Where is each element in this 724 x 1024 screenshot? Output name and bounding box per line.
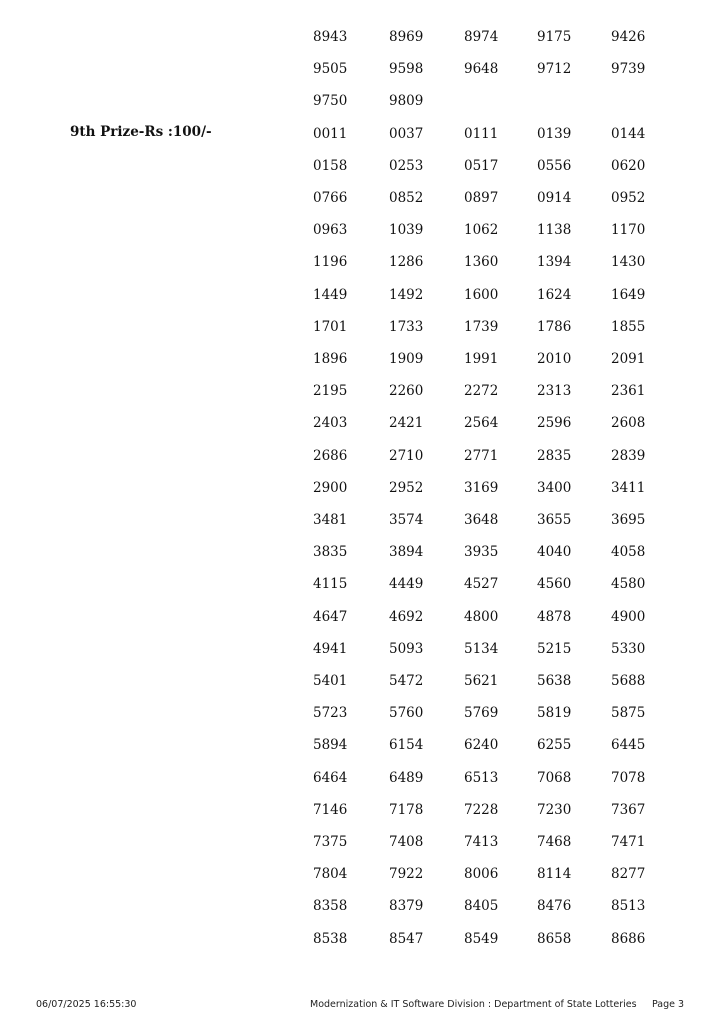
ticket-number: 9505 bbox=[313, 61, 348, 78]
ticket-number: 4058 bbox=[611, 544, 646, 561]
ticket-number: 3695 bbox=[611, 512, 646, 528]
ticket-number: 0963 bbox=[313, 222, 348, 239]
ticket-number: 9739 bbox=[611, 61, 646, 78]
ticket-number: 7922 bbox=[389, 866, 424, 883]
ticket-number: 0556 bbox=[537, 157, 572, 174]
ticket-number: 1394 bbox=[537, 254, 572, 271]
ticket-number: 5769 bbox=[464, 705, 499, 722]
ticket-number: 2260 bbox=[389, 383, 424, 400]
ticket-number: 6513 bbox=[464, 769, 499, 786]
ticket-number: 2272 bbox=[464, 383, 499, 400]
ticket-number: 4692 bbox=[389, 608, 424, 625]
ticket-number: 1170 bbox=[611, 222, 646, 239]
ticket-number: 4900 bbox=[611, 608, 646, 625]
ticket-number: 5401 bbox=[313, 673, 348, 689]
ticket-number: 8969 bbox=[389, 29, 424, 45]
ticket-number: 3835 bbox=[313, 544, 348, 561]
ticket-number: 2839 bbox=[611, 447, 646, 464]
ticket-number: 8538 bbox=[313, 930, 348, 947]
ticket-number: 4800 bbox=[464, 608, 499, 625]
ticket-number: 1492 bbox=[389, 286, 424, 303]
ticket-number: 0139 bbox=[537, 125, 572, 142]
ticket-number: 0011 bbox=[313, 125, 348, 142]
ticket-number: 2195 bbox=[313, 383, 348, 400]
ticket-number: 6154 bbox=[389, 737, 424, 754]
ticket-number: 2686 bbox=[313, 447, 348, 464]
ticket-number: 8943 bbox=[313, 29, 348, 45]
ticket-number: 2403 bbox=[313, 415, 348, 432]
ticket-number: 5215 bbox=[537, 640, 572, 657]
ticket-number: 2564 bbox=[464, 415, 499, 432]
ticket-number: 1649 bbox=[611, 286, 646, 303]
ticket-number: 1138 bbox=[537, 222, 572, 239]
ticket-number: 2952 bbox=[389, 479, 424, 496]
ticket-number: 0253 bbox=[389, 157, 424, 174]
ticket-number: 3648 bbox=[464, 512, 499, 528]
ticket-number: 6255 bbox=[537, 737, 572, 754]
ticket-number: 2361 bbox=[611, 383, 646, 400]
footer-division: Modernization & IT Software Division : Department of State Lotteries bbox=[310, 999, 637, 1010]
ticket-number: 8974 bbox=[464, 29, 499, 45]
ticket-number: 1449 bbox=[313, 286, 348, 303]
ticket-number: 1062 bbox=[464, 222, 499, 239]
ticket-number: 5819 bbox=[537, 705, 572, 722]
ticket-number: 9175 bbox=[537, 29, 572, 45]
ticket-number: 1991 bbox=[464, 351, 499, 367]
prize-label: 9th Prize-Rs :100/- bbox=[70, 124, 212, 140]
ticket-number: 5638 bbox=[537, 673, 572, 689]
footer-page-number: Page 3 bbox=[652, 999, 685, 1010]
ticket-number: 1196 bbox=[313, 254, 348, 271]
ticket-number: 2596 bbox=[537, 415, 572, 432]
ticket-number: 8658 bbox=[537, 930, 572, 947]
ticket-number: 0952 bbox=[611, 190, 646, 206]
ticket-number: 7146 bbox=[313, 801, 348, 818]
ticket-number: 7367 bbox=[611, 801, 646, 818]
ticket-number: 0914 bbox=[537, 190, 572, 206]
ticket-number: 0620 bbox=[611, 157, 646, 174]
ticket-number: 8547 bbox=[389, 930, 424, 947]
ticket-number: 9712 bbox=[537, 61, 572, 78]
ticket-number: 1733 bbox=[389, 318, 424, 335]
ticket-number: 1039 bbox=[389, 222, 424, 239]
ticket-number: 1286 bbox=[389, 254, 424, 271]
ticket-number: 2091 bbox=[611, 351, 646, 367]
ticket-number: 8358 bbox=[313, 898, 348, 915]
ticket-number: 8277 bbox=[611, 866, 646, 883]
ticket-number: 1896 bbox=[313, 351, 348, 367]
ticket-number: 1786 bbox=[537, 318, 572, 335]
ticket-number: 5621 bbox=[464, 673, 499, 689]
ticket-number: 2900 bbox=[313, 479, 348, 496]
ticket-number: 3574 bbox=[389, 512, 424, 528]
ticket-number: 9750 bbox=[313, 93, 348, 110]
ticket-number: 8006 bbox=[464, 866, 499, 883]
ticket-number: 8513 bbox=[611, 898, 646, 915]
ticket-number: 5472 bbox=[389, 673, 424, 689]
ticket-number: 1360 bbox=[464, 254, 499, 271]
ticket-number: 4560 bbox=[537, 576, 572, 593]
ticket-number: 4115 bbox=[313, 576, 348, 593]
ticket-number: 4878 bbox=[537, 608, 572, 625]
ticket-number: 1624 bbox=[537, 286, 572, 303]
ticket-number: 5093 bbox=[389, 640, 424, 657]
ticket-number: 6464 bbox=[313, 769, 348, 786]
ticket-number: 5760 bbox=[389, 705, 424, 722]
ticket-number: 2771 bbox=[464, 447, 499, 464]
ticket-number: 1909 bbox=[389, 351, 424, 367]
ticket-number: 7375 bbox=[313, 834, 348, 850]
ticket-number: 5688 bbox=[611, 673, 646, 689]
ticket-number: 0897 bbox=[464, 190, 499, 206]
ticket-number: 5894 bbox=[313, 737, 348, 754]
ticket-number: 0037 bbox=[389, 125, 424, 142]
ticket-number: 3894 bbox=[389, 544, 424, 561]
ticket-number: 4941 bbox=[313, 640, 348, 657]
ticket-number: 7413 bbox=[464, 834, 499, 850]
ticket-number: 8476 bbox=[537, 898, 572, 915]
ticket-number: 8549 bbox=[464, 930, 499, 947]
ticket-number: 9809 bbox=[389, 93, 424, 110]
ticket-number: 5134 bbox=[464, 640, 499, 657]
ticket-number: 1701 bbox=[313, 318, 348, 335]
ticket-number: 1855 bbox=[611, 318, 646, 335]
ticket-number: 8405 bbox=[464, 898, 499, 915]
ticket-number: 2835 bbox=[537, 447, 572, 464]
ticket-number: 9648 bbox=[464, 61, 499, 78]
ticket-number: 7228 bbox=[464, 801, 499, 818]
ticket-number: 0158 bbox=[313, 157, 348, 174]
ticket-number: 2010 bbox=[537, 351, 572, 367]
footer-timestamp: 06/07/2025 16:55:30 bbox=[36, 999, 137, 1010]
ticket-number: 2421 bbox=[389, 415, 424, 432]
ticket-number: 1600 bbox=[464, 286, 499, 303]
ticket-number: 4580 bbox=[611, 576, 646, 593]
ticket-number: 3169 bbox=[464, 479, 499, 496]
ticket-number: 3411 bbox=[611, 479, 646, 496]
ticket-number: 7078 bbox=[611, 769, 646, 786]
ticket-number: 7178 bbox=[389, 801, 424, 818]
ticket-number: 0111 bbox=[464, 125, 499, 142]
ticket-number: 6489 bbox=[389, 769, 424, 786]
ticket-number: 4647 bbox=[313, 608, 348, 625]
ticket-number: 9598 bbox=[389, 61, 424, 78]
ticket-number: 6240 bbox=[464, 737, 499, 754]
ticket-number: 8379 bbox=[389, 898, 424, 915]
ticket-number: 5723 bbox=[313, 705, 348, 722]
ticket-number: 1430 bbox=[611, 254, 646, 271]
ticket-number: 4040 bbox=[537, 544, 572, 561]
ticket-number: 7471 bbox=[611, 834, 646, 850]
ticket-number: 2608 bbox=[611, 415, 646, 432]
ticket-number: 4527 bbox=[464, 576, 499, 593]
ticket-number: 8686 bbox=[611, 930, 646, 947]
ticket-number: 3935 bbox=[464, 544, 499, 561]
ticket-number: 3481 bbox=[313, 512, 348, 528]
ticket-number: 0852 bbox=[389, 190, 424, 206]
ticket-number: 7068 bbox=[537, 769, 572, 786]
ticket-number: 4449 bbox=[389, 576, 424, 593]
ticket-number: 2313 bbox=[537, 383, 572, 400]
ticket-number: 7230 bbox=[537, 801, 572, 818]
ticket-number: 9426 bbox=[611, 29, 646, 45]
ticket-number: 0766 bbox=[313, 190, 348, 206]
ticket-number: 0144 bbox=[611, 125, 646, 142]
ticket-number: 6445 bbox=[611, 737, 646, 754]
ticket-number: 7468 bbox=[537, 834, 572, 850]
ticket-number: 8114 bbox=[537, 866, 572, 883]
ticket-number: 5875 bbox=[611, 705, 646, 722]
ticket-number: 3655 bbox=[537, 512, 572, 528]
ticket-number: 0517 bbox=[464, 157, 499, 174]
ticket-number: 7804 bbox=[313, 866, 348, 883]
ticket-number: 7408 bbox=[389, 834, 424, 850]
ticket-number: 3400 bbox=[537, 479, 572, 496]
ticket-number: 1739 bbox=[464, 318, 499, 335]
ticket-number: 2710 bbox=[389, 447, 424, 464]
ticket-number: 5330 bbox=[611, 640, 646, 657]
